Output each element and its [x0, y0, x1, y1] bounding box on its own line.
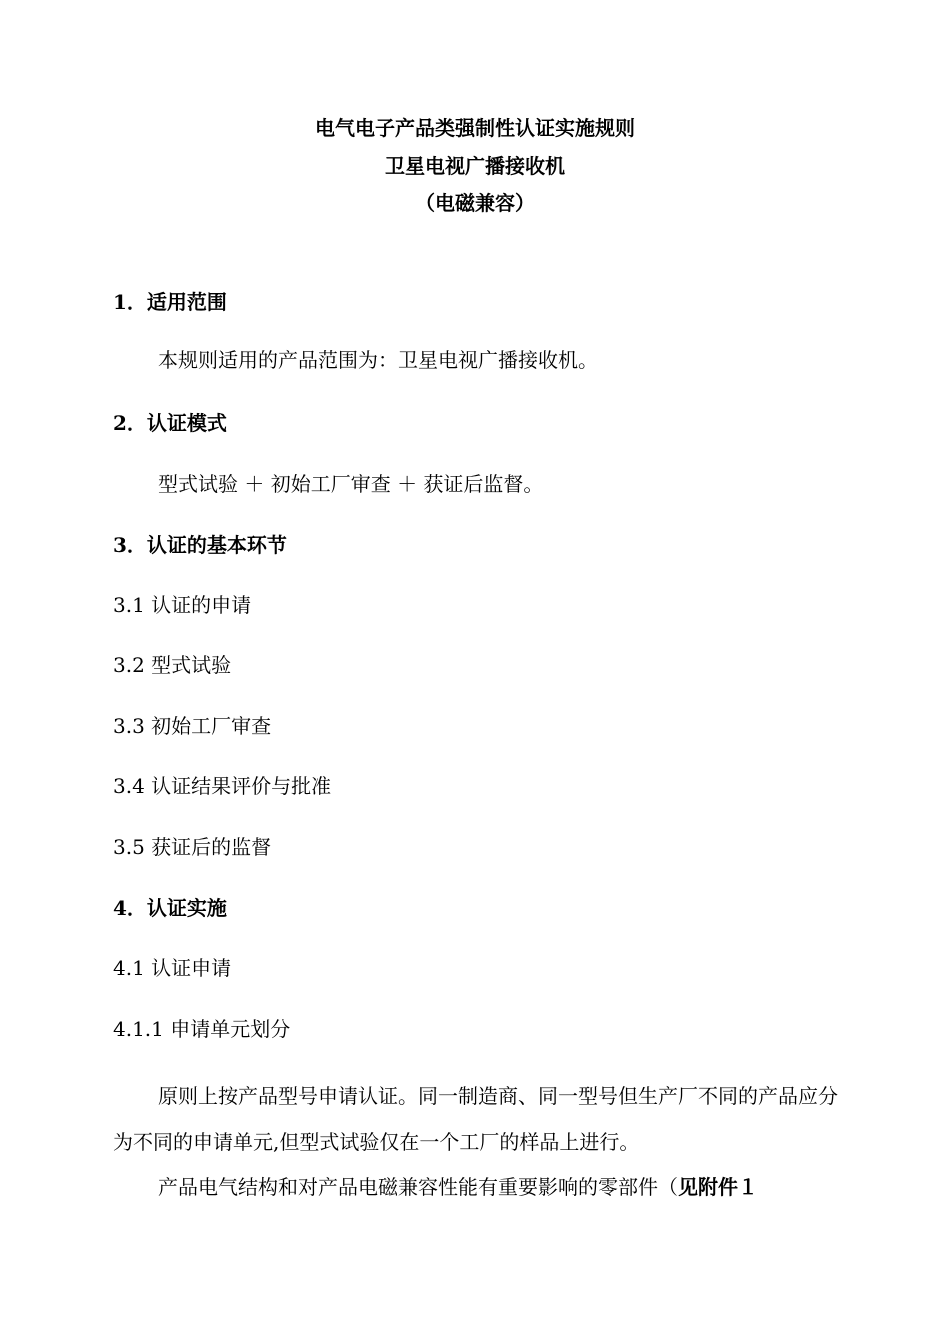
section-2-heading: 2．认证模式 — [113, 411, 227, 435]
components-paragraph-text: 产品电气结构和对产品电磁兼容性能有重要影响的零部件（ — [158, 1175, 678, 1199]
document-title: 电气电子产品类强制性认证实施规则 — [315, 116, 635, 140]
section-3-item: 3.3 初始工厂审查 — [113, 714, 272, 738]
components-paragraph — [113, 1174, 838, 1200]
section-3-item: 3.1 认证的申请 — [113, 593, 252, 617]
section-4-1-1-heading: 4.1.1 申请单元划分 — [113, 1017, 291, 1041]
section-2-body: 型式试验 ＋ 初始工厂审查 ＋ 获证后监督。 — [158, 472, 544, 496]
section-3-item: 3.4 认证结果评价与批准 — [113, 774, 332, 798]
section-4-1-heading: 4.1 认证申请 — [113, 956, 232, 980]
section-3-heading: 3．认证的基本环节 — [113, 533, 287, 557]
application-unit-paragraph: 原则上按产品型号申请认证。同一制造商、同一型号但生产厂不同的产品应分为不同的申请单元,但型式试验仅在一个工厂的样品上进行。 — [113, 1084, 838, 1154]
document-subtitle-emc: （电磁兼容） — [415, 191, 535, 215]
section-4-heading: 4．认证实施 — [113, 896, 227, 920]
document-subtitle: 卫星电视广播接收机 — [385, 154, 565, 178]
section-3-item: 3.5 获证后的监督 — [113, 835, 272, 859]
section-1-body: 本规则适用的产品范围为：卫星电视广播接收机。 — [158, 348, 598, 372]
appendix-reference: 见附件１ — [678, 1175, 758, 1199]
section-1-heading: 1．适用范围 — [113, 290, 227, 314]
section-3-item: 3.2 型式试验 — [113, 653, 232, 677]
